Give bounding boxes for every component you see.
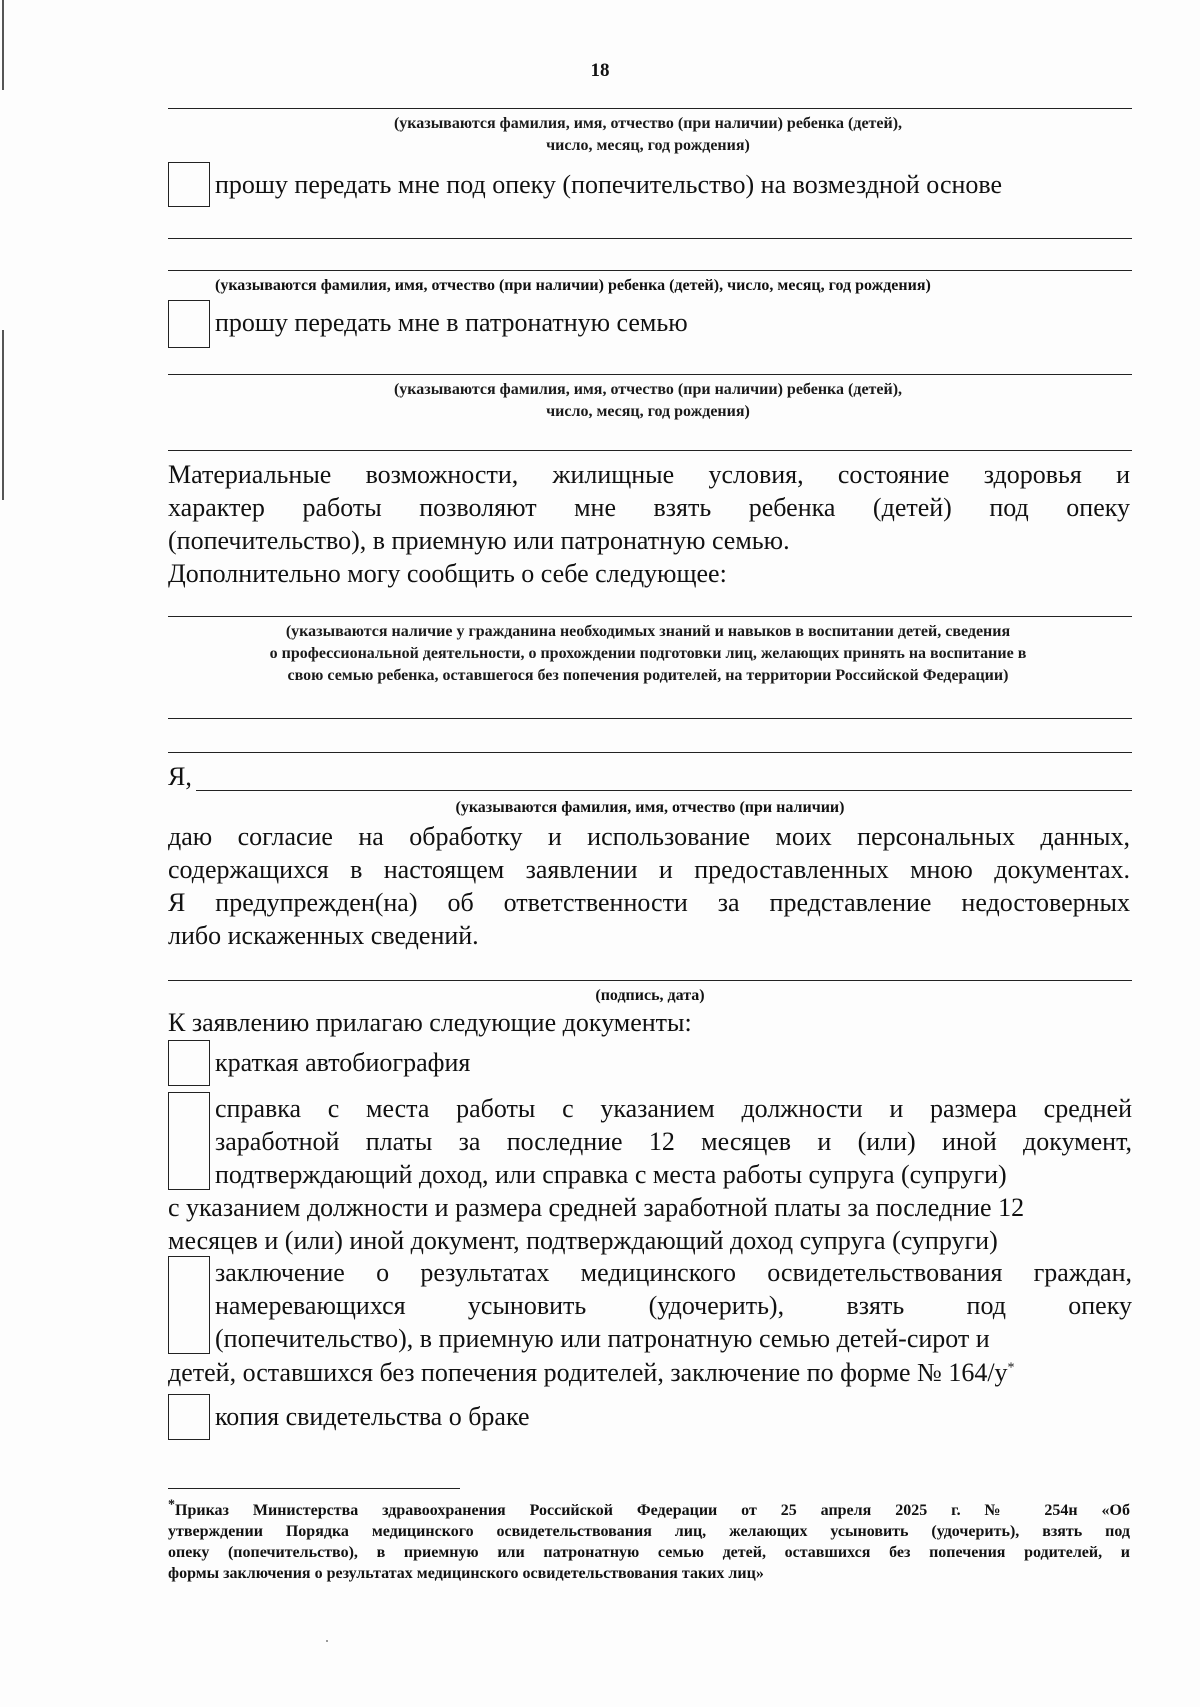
- medical-conclusion-label: [215, 1256, 1132, 1355]
- guardianship-paid-label: прошу передать мне под опеку (попечительство) на возмездной основе: [215, 170, 1003, 199]
- medical-line: намеревающихся усыновить (удочерить), взять под опеку: [215, 1291, 1132, 1320]
- patronage-checkbox[interactable]: [168, 300, 210, 348]
- additional-info-field-line[interactable]: [168, 616, 1132, 617]
- signature-field-line[interactable]: [168, 980, 1132, 981]
- conditions-line: (попечительство), в приемную или патронатную семью.: [168, 526, 790, 555]
- consent-paragraph: [168, 820, 1130, 952]
- footnote: [168, 1497, 1130, 1584]
- autobiography-label: краткая автобиография: [215, 1048, 471, 1077]
- additional-info-field-line-2[interactable]: [168, 718, 1132, 719]
- scan-edge-mark: [2, 330, 4, 500]
- page-number: 18: [590, 60, 610, 81]
- medical-line: заключение о результатах медицинского освидетельствования граждан,: [215, 1258, 1132, 1287]
- patronage-child-field-line[interactable]: [168, 374, 1132, 375]
- income-certificate-label: [215, 1092, 1132, 1191]
- income-certificate-checkbox[interactable]: [168, 1092, 210, 1190]
- footnote-line: формы заключения о результатах медицинского освидетельствования таких лиц»: [168, 1565, 764, 1582]
- separator-line: [168, 450, 1132, 451]
- additional-info-hint-3: свою семью ребенка, оставшегося без попечения родителей, на территории Российской Федерации): [287, 667, 1009, 684]
- conditions-line: Материальные возможности, жилищные условия, состояние здоровья и: [168, 460, 1130, 489]
- income-certificate-continuation: [168, 1191, 1130, 1257]
- marriage-certificate-checkbox[interactable]: [168, 1394, 210, 1440]
- income-line: заработной платы за последние 12 месяцев и (или) иной документ,: [215, 1127, 1132, 1156]
- guardianship-child-hint: (указываются фамилия, имя, отчество (при наличии) ребенка (детей), число, месяц, год рождения): [215, 277, 931, 294]
- scan-speck: [326, 1640, 328, 1642]
- additional-info-hint-1: (указываются наличие у гражданина необходимых знаний и навыков в воспитании детей, сведения: [285, 623, 1011, 640]
- additional-info-hint-2: о профессиональной деятельности, о прохождении подготовки лиц, желающих принять на воспитание в: [269, 645, 1027, 662]
- marriage-certificate-label: копия свидетельства о браке: [215, 1402, 530, 1431]
- signature-hint: (подпись, дата): [595, 987, 705, 1004]
- consent-line: Я предупрежден(на) об ответственности за представление недостоверных: [168, 888, 1130, 917]
- medical-cont-text: детей, оставшихся без попечения родителей, заключение по форме № 164/у: [168, 1358, 1008, 1387]
- patronage-child-hint-1: (указываются фамилия, имя, отчество (при наличии) ребенка (детей),: [393, 381, 903, 398]
- applicant-name-hint: (указываются фамилия, имя, отчество (при наличии): [455, 799, 845, 816]
- footnote-line: Приказ Министерства здравоохранения Российской Федерации от 25 апреля 2025 г. № 254н «Об: [175, 1502, 1130, 1519]
- footnote-line: утверждении Порядка медицинского освидетельствования лиц, желающих усыновить (удочерить), взять под: [168, 1523, 1130, 1540]
- patronage-child-hint-2: число, месяц, год рождения): [546, 403, 750, 420]
- consent-line: либо искаженных сведений.: [168, 921, 479, 950]
- medical-line: (попечительство), в приемную или патронатную семью детей-сирот и: [215, 1324, 990, 1353]
- attachments-heading: К заявлению прилагаю следующие документы:: [168, 1008, 692, 1037]
- ya-label: Я,: [168, 762, 192, 791]
- child-birth-hint-1: число, месяц, год рождения): [546, 137, 750, 154]
- autobiography-checkbox[interactable]: [168, 1040, 210, 1086]
- patronage-label: прошу передать мне в патронатную семью: [215, 308, 688, 337]
- applicant-name-field-line[interactable]: [196, 790, 1132, 791]
- guardianship-child-field-line[interactable]: [168, 238, 1132, 239]
- consent-line: даю согласие на обработку и использование моих персональных данных,: [168, 822, 1130, 851]
- income-cont-line: с указанием должности и размера средней заработной платы за последние 12: [168, 1193, 1025, 1222]
- child-name-hint-1: (указываются фамилия, имя, отчество (при наличии) ребенка (детей),: [393, 115, 903, 132]
- footnote-reference[interactable]: *: [1007, 1360, 1015, 1376]
- guardianship-paid-checkbox[interactable]: [168, 162, 210, 207]
- consent-line: содержащихся в настоящем заявлении и предоставленных мною документах.: [168, 855, 1130, 884]
- footnote-separator: [168, 1488, 460, 1489]
- footnote-line: опеку (попечительство), в приемную или патронатную семью детей, оставшихся без попечения родителей, и: [168, 1544, 1130, 1561]
- medical-conclusion-continuation: [168, 1356, 1015, 1389]
- conditions-line: Дополнительно могу сообщить о себе следующее:: [168, 559, 727, 588]
- income-line: подтверждающий доход, или справка с места работы супруга (супруги): [215, 1160, 1007, 1189]
- income-cont-line: месяцев и (или) иной документ, подтверждающий доход супруга (супруги): [168, 1226, 998, 1255]
- child-name-field-line[interactable]: [168, 108, 1132, 109]
- conditions-paragraph: [168, 458, 1130, 590]
- guardianship-child-field-line-2[interactable]: [168, 270, 1132, 271]
- income-line: справка с места работы с указанием должности и размера средней: [215, 1094, 1132, 1123]
- conditions-line: характер работы позволяют мне взять ребенка (детей) под опеку: [168, 493, 1130, 522]
- footnote-mark: *: [168, 1497, 175, 1513]
- additional-info-field-line-3[interactable]: [168, 752, 1132, 753]
- medical-conclusion-checkbox[interactable]: [168, 1256, 210, 1354]
